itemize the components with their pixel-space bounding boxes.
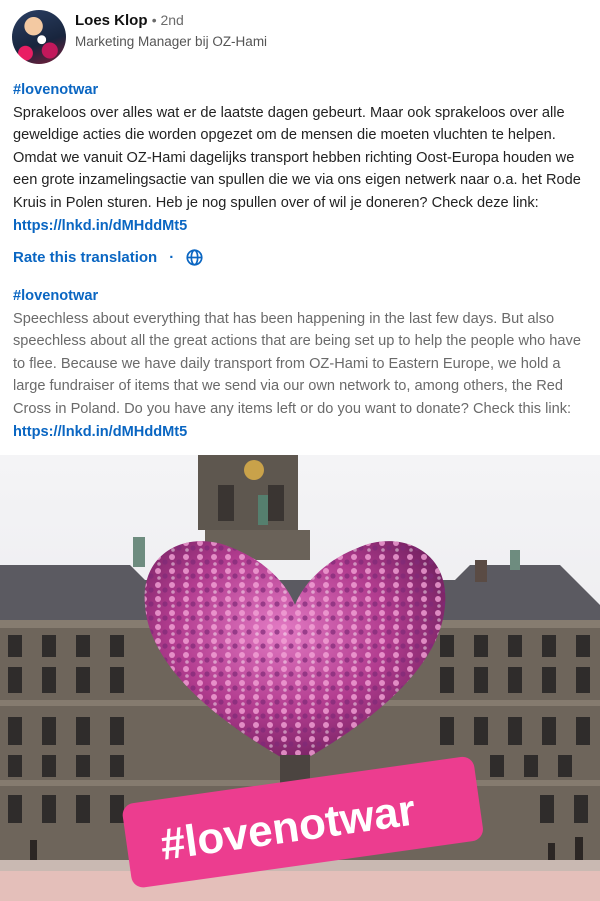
author-avatar[interactable] bbox=[12, 10, 66, 64]
translated-body: Speechless about everything that has been happening in the last few days. But also speechless about all the great actions that are being set up to help the people who have to flee. Because we have daily transport from OZ-Hami to Eastern Europe, we hold a large fundraiser of items that we send via our own network to, among others, the Red Cross in Poland. Do you have any items left or do you want to donate? Check this link: bbox=[13, 310, 581, 417]
rate-translation-label[interactable]: Rate this translation bbox=[13, 249, 158, 266]
rate-translation[interactable] bbox=[13, 249, 203, 266]
author-name[interactable]: Loes Klop bbox=[75, 12, 148, 29]
globe-icon[interactable] bbox=[186, 249, 203, 266]
post-text bbox=[13, 79, 591, 237]
post-hashtag[interactable]: #lovenotwar bbox=[13, 82, 99, 98]
author-headline: Marketing Manager bij OZ-Hami bbox=[75, 34, 268, 49]
translated-link[interactable]: https://lnkd.in/dMHddMt5 bbox=[13, 423, 188, 440]
rate-separator: · bbox=[169, 249, 175, 266]
translated-hashtag[interactable]: #lovenotwar bbox=[13, 288, 99, 304]
translated-text bbox=[13, 285, 591, 443]
author-name-line bbox=[75, 12, 184, 29]
post-header bbox=[10, 8, 590, 68]
post-image[interactable] bbox=[0, 455, 600, 901]
post-link[interactable]: https://lnkd.in/dMHddMt5 bbox=[13, 217, 188, 234]
image-banner-text: #lovenotwar bbox=[157, 785, 419, 870]
post-body: Sprakeloos over alles wat er de laatste dagen gebeurt. Maar ook sprakeloos over alle geweldige acties die worden opgezet om de mensen die moeten vluchten te helpen. Omdat we vanuit OZ-Hami dagelijks transport hebben richting Oost-Europa houden we een grote inzamelingsactie van spullen die we via ons eigen netwerk naar o.a. het Rode Kruis in Polen sturen. Heb je nog spullen over of wil je doneren? Check deze link: bbox=[13, 104, 581, 211]
connection-degree: • 2nd bbox=[151, 12, 184, 28]
